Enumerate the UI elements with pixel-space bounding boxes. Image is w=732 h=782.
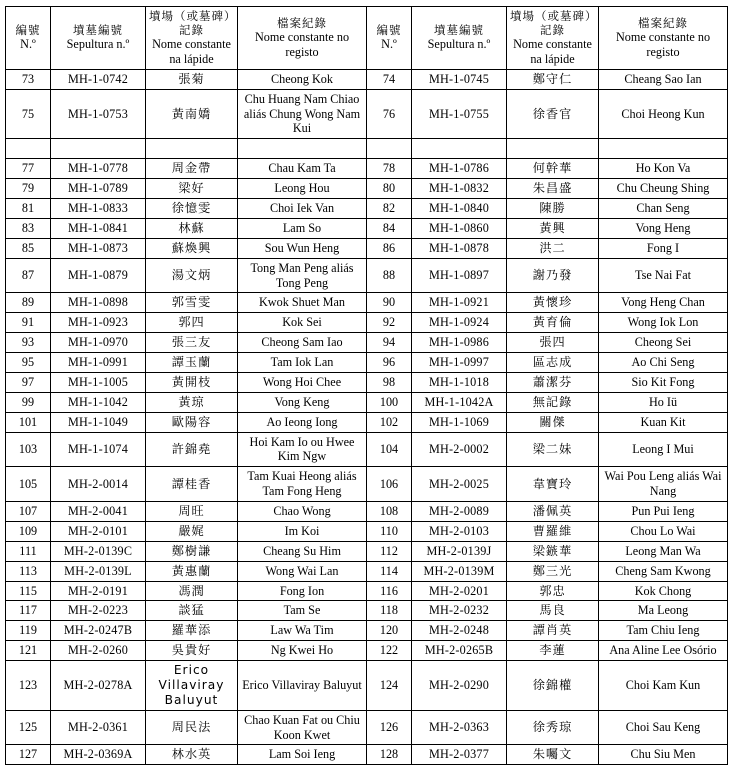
- cell-sepultura-right: MH-1-0745: [412, 69, 507, 89]
- header-registo-right-pt1: Nome constante no: [615, 30, 711, 45]
- header-num-right-cjk: 編號: [376, 23, 402, 38]
- table-row: [6, 313, 728, 333]
- cell-registo-name-right: Sio Kit Fong: [599, 372, 728, 392]
- table-row: [6, 258, 728, 293]
- cell-lapide-name-left: 周民法: [146, 710, 238, 745]
- table-row: [6, 218, 728, 238]
- table-row: [6, 661, 728, 711]
- header-lapide-right-cjk1: 墳場（或墓碑）: [510, 9, 598, 23]
- cell-sepultura-left: MH-1-0898: [51, 293, 146, 313]
- cell-registo-name-right: Cheang Sao Ian: [599, 69, 728, 89]
- cell-number-right: [367, 139, 412, 159]
- header-lapide-right-cjk2: 記錄: [540, 23, 565, 38]
- table-row: [6, 293, 728, 313]
- cell-number-right: 74: [367, 69, 412, 89]
- cell-number-right: 84: [367, 218, 412, 238]
- cell-number-left: 73: [6, 69, 51, 89]
- cell-sepultura-left: MH-2-0247B: [51, 621, 146, 641]
- cell-number-left: 93: [6, 333, 51, 353]
- cell-number-right: 128: [367, 745, 412, 765]
- cell-registo-name-left: Chu Huang Nam Chiao aliás Chung Wong Nam Kui: [238, 89, 367, 139]
- cell-registo-name-right: Vong Heng Chan: [599, 293, 728, 313]
- cell-sepultura-right: MH-2-0002: [412, 432, 507, 467]
- cell-sepultura-left: MH-1-0778: [51, 159, 146, 179]
- cell-sepultura-left: MH-1-1005: [51, 372, 146, 392]
- cell-sepultura-right: MH-2-0025: [412, 467, 507, 502]
- cell-sepultura-right: MH-1-0897: [412, 258, 507, 293]
- cell-lapide-name-left: 許錦堯: [146, 432, 238, 467]
- cell-sepultura-right: MH-1-0878: [412, 238, 507, 258]
- cell-registo-name-right: Chu Siu Men: [599, 745, 728, 765]
- cell-lapide-name-left: 林水英: [146, 745, 238, 765]
- cell-number-right: 116: [367, 581, 412, 601]
- cell-sepultura-right: MH-2-0265B: [412, 641, 507, 661]
- cell-lapide-name-right: 朱昌盛: [507, 179, 599, 199]
- table-row: [6, 238, 728, 258]
- cell-number-left: 115: [6, 581, 51, 601]
- cell-registo-name-right: Ho Iü: [599, 392, 728, 412]
- header-sepultura-right: [412, 7, 507, 70]
- cell-registo-name-left: Tam Iok Lan: [238, 353, 367, 373]
- table-row: [6, 641, 728, 661]
- cell-lapide-name-left: 梁好: [146, 179, 238, 199]
- cell-registo-name-left: Sou Wun Heng: [238, 238, 367, 258]
- table-row: [6, 601, 728, 621]
- header-lapide-left-pt1: Nome constante: [152, 37, 231, 52]
- table-row: [6, 139, 728, 159]
- cell-registo-name-right: Cheong Sei: [599, 333, 728, 353]
- cell-lapide-name-right: 梁二妹: [507, 432, 599, 467]
- cell-registo-name-right: [599, 139, 728, 159]
- cell-number-left: 111: [6, 541, 51, 561]
- cell-registo-name-left: Chao Kuan Fat ou Chiu Koon Kwet: [238, 710, 367, 745]
- cell-sepultura-left: MH-1-0879: [51, 258, 146, 293]
- header-num-right: [367, 7, 412, 70]
- header-registo-left: [238, 7, 367, 70]
- cell-lapide-name-right: 黃興: [507, 218, 599, 238]
- cell-lapide-name-left: 郭四: [146, 313, 238, 333]
- cell-registo-name-left: Cheong Kok: [238, 69, 367, 89]
- header-lapide-left-pt2: na lápide: [169, 51, 214, 66]
- table-row: [6, 710, 728, 745]
- cell-number-left: 79: [6, 179, 51, 199]
- cell-registo-name-right: Kuan Kit: [599, 412, 728, 432]
- cell-lapide-name-right: 郭忠: [507, 581, 599, 601]
- cell-lapide-name-right: 無記錄: [507, 392, 599, 412]
- cell-lapide-name-right: 韋寶玲: [507, 467, 599, 502]
- cell-sepultura-right: MH-2-0089: [412, 502, 507, 522]
- cell-lapide-name-left: 林蘇: [146, 218, 238, 238]
- cell-sepultura-left: MH-1-0873: [51, 238, 146, 258]
- cell-registo-name-left: Chao Wong: [238, 502, 367, 522]
- cell-registo-name-left: Fong Ion: [238, 581, 367, 601]
- cell-sepultura-right: MH-1-0840: [412, 199, 507, 219]
- cell-number-right: 96: [367, 353, 412, 373]
- cell-number-right: 108: [367, 502, 412, 522]
- cell-lapide-name-left: 嚴娓: [146, 521, 238, 541]
- cell-sepultura-right: MH-1-1018: [412, 372, 507, 392]
- cell-registo-name-left: Wong Wai Lan: [238, 561, 367, 581]
- cell-number-left: 127: [6, 745, 51, 765]
- table-row: [6, 69, 728, 89]
- header-lapide-left: [146, 7, 238, 70]
- cell-lapide-name-right: 朱囑文: [507, 745, 599, 765]
- cell-lapide-name-left: 張三友: [146, 333, 238, 353]
- cell-registo-name-left: Im Koi: [238, 521, 367, 541]
- cell-number-left: 81: [6, 199, 51, 219]
- cell-sepultura-left: MH-1-0833: [51, 199, 146, 219]
- cell-lapide-name-right: 徐錦權: [507, 661, 599, 711]
- cell-number-left: 103: [6, 432, 51, 467]
- cell-lapide-name-left: 周旺: [146, 502, 238, 522]
- table-row: [6, 521, 728, 541]
- cell-number-right: 100: [367, 392, 412, 412]
- cell-number-right: 102: [367, 412, 412, 432]
- cell-sepultura-left: MH-2-0369A: [51, 745, 146, 765]
- cell-sepultura-left: MH-2-0278A: [51, 661, 146, 711]
- table-row: [6, 745, 728, 765]
- cell-registo-name-left: Tam Kuai Heong aliás Tam Fong Heng: [238, 467, 367, 502]
- cell-sepultura-left: [51, 139, 146, 159]
- cell-lapide-name-right: 張四: [507, 333, 599, 353]
- cell-lapide-name-left: 羅華添: [146, 621, 238, 641]
- cell-lapide-name-right: [507, 139, 599, 159]
- cell-sepultura-right: MH-2-0139M: [412, 561, 507, 581]
- cell-registo-name-right: Vong Heng: [599, 218, 728, 238]
- cell-number-left: 125: [6, 710, 51, 745]
- cell-registo-name-right: Chu Cheung Shing: [599, 179, 728, 199]
- header-num-left: [6, 7, 51, 70]
- cell-lapide-name-left: 鄭樹謙: [146, 541, 238, 561]
- header-sepultura-right-cjk: 墳墓編號: [434, 23, 484, 38]
- table-body: [6, 69, 728, 765]
- cell-lapide-name-left: 歐陽容: [146, 412, 238, 432]
- cell-number-right: 78: [367, 159, 412, 179]
- cell-sepultura-left: MH-1-0991: [51, 353, 146, 373]
- cell-sepultura-right: MH-1-0860: [412, 218, 507, 238]
- cell-lapide-name-right: 梁鏃華: [507, 541, 599, 561]
- cell-number-left: 117: [6, 601, 51, 621]
- cell-lapide-name-right: 黃育倫: [507, 313, 599, 333]
- cell-number-left: 97: [6, 372, 51, 392]
- cell-number-left: 87: [6, 258, 51, 293]
- cell-lapide-name-left: 黃開枝: [146, 372, 238, 392]
- cell-lapide-name-left: 蘇煥興: [146, 238, 238, 258]
- cell-registo-name-right: Choi Kam Kun: [599, 661, 728, 711]
- header-registo-right-cjk: 檔案紀錄: [638, 16, 688, 30]
- cell-number-right: 82: [367, 199, 412, 219]
- cell-sepultura-left: MH-2-0014: [51, 467, 146, 502]
- cell-lapide-name-right: 黃懷珍: [507, 293, 599, 313]
- cell-number-right: 94: [367, 333, 412, 353]
- table-row: [6, 333, 728, 353]
- table-row: [6, 89, 728, 139]
- cell-lapide-name-right: 曹羅維: [507, 521, 599, 541]
- cell-registo-name-left: Choi Iek Van: [238, 199, 367, 219]
- cell-registo-name-right: Wong Iok Lon: [599, 313, 728, 333]
- cell-sepultura-left: MH-2-0101: [51, 521, 146, 541]
- cell-number-right: 120: [367, 621, 412, 641]
- cell-number-right: 114: [367, 561, 412, 581]
- cell-number-left: 113: [6, 561, 51, 581]
- cell-sepultura-right: MH-1-0924: [412, 313, 507, 333]
- cell-lapide-name-right: 蕭潔芬: [507, 372, 599, 392]
- header-lapide-right-pt2: na lápide: [530, 51, 575, 66]
- table-row: [6, 199, 728, 219]
- table-row: [6, 541, 728, 561]
- cell-number-left: 89: [6, 293, 51, 313]
- cell-sepultura-right: MH-2-0103: [412, 521, 507, 541]
- cell-registo-name-left: Chau Kam Ta: [238, 159, 367, 179]
- cell-sepultura-left: MH-1-0841: [51, 218, 146, 238]
- header-registo-left-pt2: registo: [285, 44, 319, 59]
- cell-number-right: 86: [367, 238, 412, 258]
- cell-number-left: 119: [6, 621, 51, 641]
- cell-registo-name-right: Kok Chong: [599, 581, 728, 601]
- header-sepultura-left-cjk: 墳墓編號: [73, 23, 123, 38]
- cell-registo-name-right: Fong I: [599, 238, 728, 258]
- cell-sepultura-right: MH-1-0755: [412, 89, 507, 139]
- cell-lapide-name-left: 黃琼: [146, 392, 238, 412]
- cell-sepultura-right: MH-1-0986: [412, 333, 507, 353]
- cell-registo-name-right: Leong I Mui: [599, 432, 728, 467]
- cell-lapide-name-right: 譚肖英: [507, 621, 599, 641]
- cell-number-left: 77: [6, 159, 51, 179]
- cell-number-left: 83: [6, 218, 51, 238]
- header-registo-right: [599, 7, 728, 70]
- table-row: [6, 159, 728, 179]
- table-row: [6, 372, 728, 392]
- cell-registo-name-left: Law Wa Tim: [238, 621, 367, 641]
- table-row: [6, 502, 728, 522]
- cell-registo-name-right: Ho Kon Va: [599, 159, 728, 179]
- cell-lapide-name-left: 周金帶: [146, 159, 238, 179]
- table-header: [6, 7, 728, 70]
- cell-sepultura-left: MH-1-1074: [51, 432, 146, 467]
- cell-registo-name-left: Cheang Su Him: [238, 541, 367, 561]
- cell-number-left: 101: [6, 412, 51, 432]
- cell-registo-name-left: Hoi Kam Io ou Hwee Kim Ngw: [238, 432, 367, 467]
- header-num-right-pt: N.º: [381, 37, 397, 52]
- header-lapide-left-cjk2: 記錄: [179, 23, 204, 38]
- table-row: [6, 581, 728, 601]
- cell-sepultura-right: MH-2-0232: [412, 601, 507, 621]
- cell-sepultura-right: MH-2-0201: [412, 581, 507, 601]
- cell-lapide-name-left: 馮潤: [146, 581, 238, 601]
- cell-registo-name-right: Choi Heong Kun: [599, 89, 728, 139]
- cell-sepultura-left: MH-2-0139C: [51, 541, 146, 561]
- cell-lapide-name-right: 潘佩英: [507, 502, 599, 522]
- cell-registo-name-left: Kwok Shuet Man: [238, 293, 367, 313]
- cell-registo-name-left: Leong Hou: [238, 179, 367, 199]
- cell-sepultura-left: MH-1-0742: [51, 69, 146, 89]
- cell-lapide-name-left: 吳貴好: [146, 641, 238, 661]
- cell-lapide-name-right: 馬良: [507, 601, 599, 621]
- cell-registo-name-right: Choi Sau Keng: [599, 710, 728, 745]
- cell-registo-name-left: Ng Kwei Ho: [238, 641, 367, 661]
- cell-registo-name-right: Pun Pui Ieng: [599, 502, 728, 522]
- cell-sepultura-left: MH-1-0789: [51, 179, 146, 199]
- cell-lapide-name-left: 張菊: [146, 69, 238, 89]
- cell-lapide-name-right: 洪二: [507, 238, 599, 258]
- cell-number-left: [6, 139, 51, 159]
- table-row: [6, 353, 728, 373]
- cell-lapide-name-right: 鄭三光: [507, 561, 599, 581]
- table-row: [6, 621, 728, 641]
- cell-number-left: 121: [6, 641, 51, 661]
- cell-number-right: 124: [367, 661, 412, 711]
- cell-registo-name-left: Lam Soi Ieng: [238, 745, 367, 765]
- cell-number-right: 112: [367, 541, 412, 561]
- cell-sepultura-right: MH-1-0832: [412, 179, 507, 199]
- cell-lapide-name-right: 徐秀琼: [507, 710, 599, 745]
- cell-registo-name-right: Ma Leong: [599, 601, 728, 621]
- cell-sepultura-right: MH-1-1042A: [412, 392, 507, 412]
- cell-sepultura-left: MH-1-1042: [51, 392, 146, 412]
- header-sepultura-left: [51, 7, 146, 70]
- header-lapide-right: [507, 7, 599, 70]
- cell-sepultura-left: MH-1-1049: [51, 412, 146, 432]
- cell-registo-name-left: Tong Man Peng aliás Tong Peng: [238, 258, 367, 293]
- cell-sepultura-right: [412, 139, 507, 159]
- cell-registo-name-right: Cheng Sam Kwong: [599, 561, 728, 581]
- cell-sepultura-right: MH-1-0997: [412, 353, 507, 373]
- header-num-left-cjk: 編號: [15, 23, 41, 38]
- cell-number-left: 107: [6, 502, 51, 522]
- cell-number-left: 85: [6, 238, 51, 258]
- cell-lapide-name-left: 徐憶雯: [146, 199, 238, 219]
- cell-sepultura-right: MH-2-0248: [412, 621, 507, 641]
- cell-registo-name-left: [238, 139, 367, 159]
- cell-registo-name-left: Ao Ieong Iong: [238, 412, 367, 432]
- cell-number-right: 98: [367, 372, 412, 392]
- cell-number-right: 88: [367, 258, 412, 293]
- cell-registo-name-left: Kok Sei: [238, 313, 367, 333]
- cell-registo-name-right: Chou Lo Wai: [599, 521, 728, 541]
- cell-registo-name-right: Ao Chi Seng: [599, 353, 728, 373]
- cell-number-right: 118: [367, 601, 412, 621]
- cell-sepultura-right: MH-2-0363: [412, 710, 507, 745]
- cell-number-right: 122: [367, 641, 412, 661]
- header-registo-right-pt2: registo: [646, 44, 680, 59]
- cell-lapide-name-left: 郭雪雯: [146, 293, 238, 313]
- cell-registo-name-left: Cheong Sam Iao: [238, 333, 367, 353]
- cell-lapide-name-right: 李蓮: [507, 641, 599, 661]
- table-row: [6, 432, 728, 467]
- cell-sepultura-left: MH-2-0139L: [51, 561, 146, 581]
- cell-registo-name-left: Erico Villaviray Baluyut: [238, 661, 367, 711]
- cell-number-left: 109: [6, 521, 51, 541]
- cell-lapide-name-left: 譚桂香: [146, 467, 238, 502]
- cell-number-right: 90: [367, 293, 412, 313]
- table-row: [6, 467, 728, 502]
- cell-number-left: 95: [6, 353, 51, 373]
- cell-sepultura-left: MH-2-0191: [51, 581, 146, 601]
- cell-sepultura-left: MH-2-0260: [51, 641, 146, 661]
- cell-registo-name-left: Wong Hoi Chee: [238, 372, 367, 392]
- cell-sepultura-right: MH-2-0139J: [412, 541, 507, 561]
- cell-number-right: 106: [367, 467, 412, 502]
- cell-registo-name-right: Tse Nai Fat: [599, 258, 728, 293]
- cell-number-left: 99: [6, 392, 51, 412]
- cell-number-left: 105: [6, 467, 51, 502]
- cell-number-left: 91: [6, 313, 51, 333]
- cell-registo-name-left: Vong Keng: [238, 392, 367, 412]
- header-sepultura-left-pt: Sepultura n.º: [66, 37, 130, 52]
- cell-sepultura-left: MH-2-0361: [51, 710, 146, 745]
- cell-lapide-name-right: 謝乃發: [507, 258, 599, 293]
- cell-lapide-name-right: 陳勝: [507, 199, 599, 219]
- header-num-left-pt: N.º: [20, 37, 36, 52]
- header-registo-left-cjk: 檔案紀錄: [277, 16, 327, 30]
- cell-registo-name-right: Chan Seng: [599, 199, 728, 219]
- cell-number-right: 92: [367, 313, 412, 333]
- cell-registo-name-left: Tam Se: [238, 601, 367, 621]
- cell-lapide-name-right: 徐香官: [507, 89, 599, 139]
- cell-lapide-name-right: 關傑: [507, 412, 599, 432]
- cell-lapide-name-left: 黃惠蘭: [146, 561, 238, 581]
- cell-sepultura-right: MH-2-0290: [412, 661, 507, 711]
- cell-sepultura-left: MH-2-0223: [51, 601, 146, 621]
- cell-number-right: 126: [367, 710, 412, 745]
- cell-number-right: 80: [367, 179, 412, 199]
- cell-number-right: 76: [367, 89, 412, 139]
- cell-registo-name-right: Ana Aline Lee Osório: [599, 641, 728, 661]
- cell-registo-name-right: Tam Chiu Ieng: [599, 621, 728, 641]
- header-sepultura-right-pt: Sepultura n.º: [427, 37, 491, 52]
- cell-sepultura-left: MH-1-0970: [51, 333, 146, 353]
- header-lapide-left-cjk1: 墳場（或墓碑）: [149, 9, 237, 23]
- cell-sepultura-right: MH-1-1069: [412, 412, 507, 432]
- cell-sepultura-left: MH-1-0753: [51, 89, 146, 139]
- cell-lapide-name-left: 談猛: [146, 601, 238, 621]
- header-lapide-right-pt1: Nome constante: [513, 37, 592, 52]
- cell-sepultura-right: MH-1-0786: [412, 159, 507, 179]
- cell-sepultura-right: MH-1-0921: [412, 293, 507, 313]
- cell-number-right: 104: [367, 432, 412, 467]
- grave-registry-table: [5, 6, 728, 765]
- cell-registo-name-right: Leong Man Wa: [599, 541, 728, 561]
- header-row: [6, 7, 728, 70]
- table-row: [6, 179, 728, 199]
- cell-sepultura-left: MH-1-0923: [51, 313, 146, 333]
- cell-registo-name-left: Lam So: [238, 218, 367, 238]
- cell-registo-name-right: Wai Pou Leng aliás Wai Nang: [599, 467, 728, 502]
- cell-lapide-name-left: 黃南嬌: [146, 89, 238, 139]
- table-row: [6, 412, 728, 432]
- cell-sepultura-right: MH-2-0377: [412, 745, 507, 765]
- cell-lapide-name-right: 鄭守仁: [507, 69, 599, 89]
- cell-sepultura-left: MH-2-0041: [51, 502, 146, 522]
- table-row: [6, 392, 728, 412]
- cell-number-left: 123: [6, 661, 51, 711]
- cell-lapide-name-left: Erico Villaviray Baluyut: [146, 661, 238, 711]
- cell-lapide-name-right: 何幹華: [507, 159, 599, 179]
- cell-number-left: 75: [6, 89, 51, 139]
- cell-lapide-name-left: 譚玉蘭: [146, 353, 238, 373]
- table-row: [6, 561, 728, 581]
- cell-number-right: 110: [367, 521, 412, 541]
- cell-lapide-name-right: 區志成: [507, 353, 599, 373]
- header-registo-left-pt1: Nome constante no: [254, 30, 350, 45]
- cell-lapide-name-left: [146, 139, 238, 159]
- cell-lapide-name-left: 湯文炳: [146, 258, 238, 293]
